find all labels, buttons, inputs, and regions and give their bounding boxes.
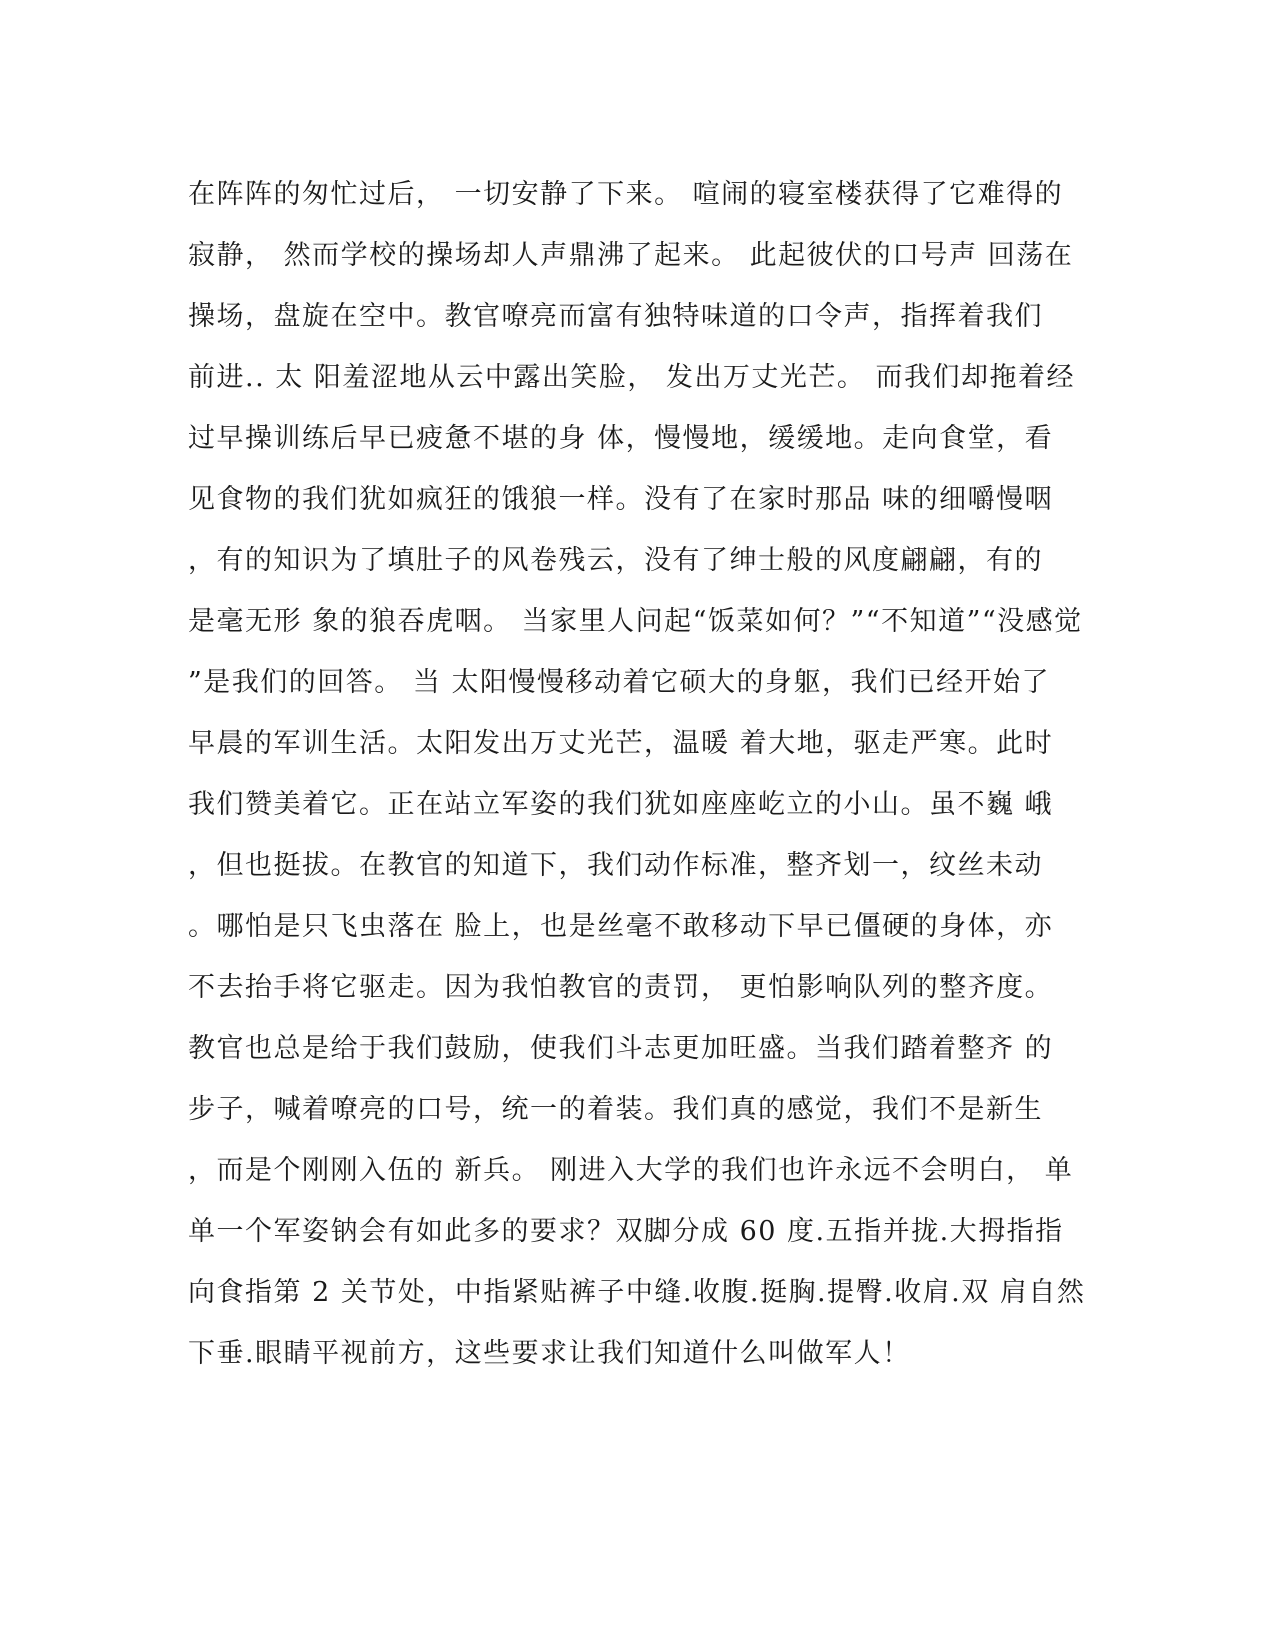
text-line: 是毫无形 象的狼吞虎咽。 当家里人问起“饭菜如何？”“不知道”“没感觉: [188, 606, 1083, 637]
body-paragraph: [188, 164, 1088, 1384]
text-line: 教官也总是给于我们鼓励，使我们斗志更加旺盛。当我们踏着整齐 的: [188, 1033, 1054, 1064]
text-line: 不去抬手将它驱走。因为我怕教官的责罚， 更怕影响队列的整齐度。: [188, 972, 1054, 1003]
text-line: 见食物的我们犹如疯狂的饿狼一样。没有了在家时那品 味的细嚼慢咽: [188, 484, 1054, 515]
text-line: 早晨的军训生活。太阳发出万丈光芒，温暖 着大地，驱走严寒。此时: [188, 728, 1054, 759]
text-line: ，而是个刚刚入伍的 新兵。 刚进入大学的我们也许永远不会明白， 单: [188, 1155, 1074, 1186]
text-line: 我们赞美着它。正在站立军姿的我们犹如座座屹立的小山。虽不巍 峨: [188, 789, 1054, 820]
text-line: ，但也挺拔。在教官的知道下，我们动作标准，整齐划一，纹丝未动: [188, 850, 1043, 881]
text-line: ”是我们的回答。 当 太阳慢慢移动着它硕大的身躯，我们已经开始了: [188, 667, 1050, 698]
text-line: 单一个军姿钠会有如此多的要求？双脚分成 60 度.五指并拢.大拇指指: [188, 1216, 1064, 1247]
text-line: 步子，喊着嘹亮的口号，统一的着装。我们真的感觉，我们不是新生: [188, 1094, 1043, 1125]
text-line: 下垂.眼睛平视前方，这些要求让我们知道什么叫做军人！: [188, 1338, 911, 1369]
text-line: ，有的知识为了填肚子的风卷残云，没有了绅士般的风度翩翩，有的: [188, 545, 1043, 576]
text-line: 前进.. 太 阳羞涩地从云中露出笑脸， 发出万丈光芒。 而我们却拖着经: [188, 362, 1075, 393]
text-line: 向食指第 2 关节处，中指紧贴裤子中缝.收腹.挺胸.提臀.收肩.双 肩自然: [188, 1277, 1086, 1308]
text-line: 。哪怕是只飞虫落在 脸上，也是丝毫不敢移动下早已僵硬的身体，亦: [188, 911, 1054, 942]
text-line: 寂静， 然而学校的操场却人声鼎沸了起来。 此起彼伏的口号声 回荡在: [188, 240, 1074, 271]
text-line: 在阵阵的匆忙过后， 一切安静了下来。 喧闹的寝室楼获得了它难得的: [188, 179, 1064, 210]
text-line: 过早操训练后早已疲惫不堪的身 体，慢慢地，缓缓地。走向食堂，看: [188, 423, 1054, 454]
text-line: 操场，盘旋在空中。教官嘹亮而富有独特味道的口令声，指挥着我们: [188, 301, 1043, 332]
